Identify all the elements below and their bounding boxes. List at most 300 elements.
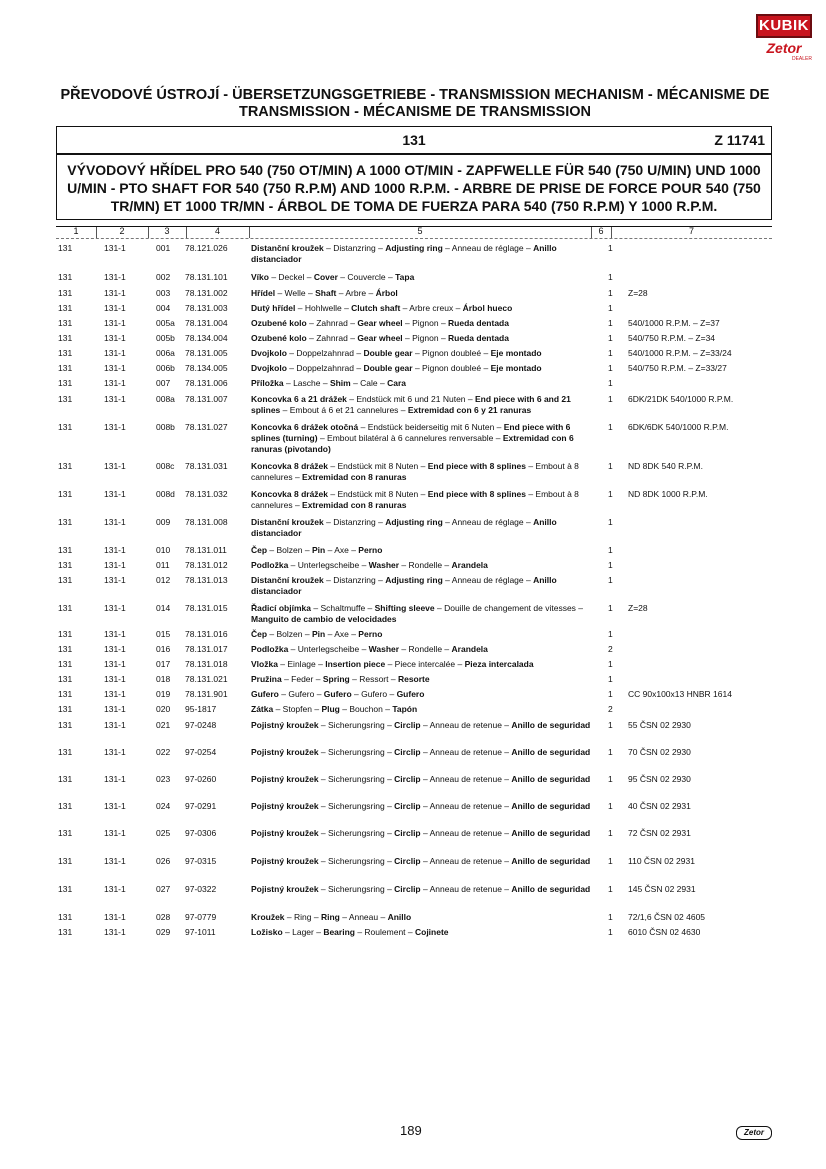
cell-group: 131	[58, 747, 73, 757]
cell-quantity: 1	[608, 689, 613, 699]
cell-figure: 131-1	[104, 272, 126, 282]
cell-part-number: 97-0260	[185, 774, 217, 784]
cell-group: 131	[58, 774, 73, 784]
cell-position: 016	[156, 644, 171, 654]
description-term: Pojistný kroužek	[251, 828, 319, 838]
cell-figure: 131-1	[104, 603, 126, 613]
cell-note: 6DK/6DK 540/1000 R.P.M.	[628, 422, 729, 432]
description-term: Extremidad con 8 ranuras	[302, 472, 407, 482]
cell-figure: 131-1	[104, 318, 126, 328]
cell-part-number: 78.131.031	[185, 461, 228, 471]
cell-description: Čep – Bolzen – Pin – Axe – Perno	[251, 629, 383, 639]
cell-figure: 131-1	[104, 560, 126, 570]
cell-part-number: 78.131.004	[185, 318, 228, 328]
cell-quantity: 1	[608, 603, 613, 613]
cell-part-number: 97-0291	[185, 801, 217, 811]
cell-quantity: 2	[608, 644, 613, 654]
cell-part-number: 78.131.006	[185, 378, 228, 388]
cell-position: 004	[156, 303, 171, 313]
cell-group: 131	[58, 272, 73, 282]
column-header-5: 5	[417, 226, 423, 236]
description-term: Arandela	[451, 644, 488, 654]
description-term: Extremidad con 6 y 21 ranuras	[407, 405, 532, 415]
cell-quantity: 1	[608, 828, 613, 838]
description-term: Circlip	[394, 856, 421, 866]
cell-position: 003	[156, 288, 171, 298]
cell-description: Pojistný kroužek – Sicherungsring – Circlip – Anneau de retenue – Anillo de seguridad	[251, 747, 591, 757]
description-term: Washer	[368, 560, 400, 570]
cell-position: 017	[156, 659, 171, 669]
cell-group: 131	[58, 575, 73, 585]
column-header-7: 7	[688, 226, 694, 236]
cell-figure: 131-1	[104, 912, 126, 922]
cell-note: 6DK/21DK 540/1000 R.P.M.	[628, 394, 734, 404]
description-term: Anillo	[387, 912, 412, 922]
description-term: Adjusting ring	[385, 517, 443, 527]
description-term: Adjusting ring	[385, 575, 443, 585]
cell-figure: 131-1	[104, 927, 126, 937]
description-term: Pojistný kroužek	[251, 747, 319, 757]
cell-position: 006a	[156, 348, 175, 358]
description-term: Anillo de seguridad	[511, 828, 591, 838]
cell-position: 012	[156, 575, 171, 585]
cell-figure: 131-1	[104, 774, 126, 784]
cell-position: 008c	[156, 461, 175, 471]
cell-part-number: 78.131.002	[185, 288, 228, 298]
cell-group: 131	[58, 288, 73, 298]
dealer-label: DEALER	[791, 56, 812, 62]
cell-quantity: 1	[608, 545, 613, 555]
description-term: Perno	[358, 629, 383, 639]
description-term: Cojinete	[414, 927, 449, 937]
description-term: Double gear	[363, 363, 413, 373]
cell-position: 028	[156, 912, 171, 922]
cell-quantity: 1	[608, 318, 613, 328]
description-term: Koncovka 6 a 21 drážek	[251, 394, 347, 404]
description-term: Circlip	[394, 801, 421, 811]
cell-description: Distanční kroužek – Distanzring – Adjusting ring – Anneau de réglage – Anillo distanciador	[251, 517, 557, 538]
cell-note: 95 ČSN 02 2930	[628, 774, 691, 784]
cell-group: 131	[58, 333, 73, 343]
description-term: Árbol	[375, 288, 398, 298]
description-term: Circlip	[394, 828, 421, 838]
description-term: Podložka	[251, 644, 289, 654]
cell-position: 005b	[156, 333, 175, 343]
cell-quantity: 1	[608, 363, 613, 373]
description-term: Washer	[368, 644, 400, 654]
cell-part-number: 97-1011	[185, 927, 216, 937]
column-header-2: 2	[119, 226, 125, 236]
section-number: 131	[402, 132, 426, 148]
cell-position: 014	[156, 603, 171, 613]
cell-quantity: 1	[608, 629, 613, 639]
description-term: Árbol hueco	[462, 303, 513, 313]
description-term: Cover	[313, 272, 338, 282]
cell-group: 131	[58, 884, 73, 894]
description-term: Vložka	[251, 659, 278, 669]
cell-figure: 131-1	[104, 303, 126, 313]
cell-quantity: 1	[608, 394, 613, 404]
description-term: Koncovka 8 drážek	[251, 489, 329, 499]
cell-description: Distanční kroužek – Distanzring – Adjusting ring – Anneau de réglage – Anillo distanciador	[251, 243, 557, 264]
description-term: Kroužek	[251, 912, 285, 922]
cell-quantity: 1	[608, 489, 613, 499]
cell-figure: 131-1	[104, 689, 126, 699]
description-term: Circlip	[394, 720, 421, 730]
description-term: End piece with 6 and 21 splines	[251, 394, 571, 415]
cell-part-number: 97-0779	[185, 912, 217, 922]
cell-position: 026	[156, 856, 171, 866]
description-term: Plug	[321, 704, 340, 714]
description-term: Anillo distanciador	[251, 517, 557, 538]
cell-note: 72 ČSN 02 2931	[628, 828, 691, 838]
cell-position: 021	[156, 720, 171, 730]
description-term: Rueda dentada	[448, 333, 509, 343]
description-term: Pin	[311, 629, 326, 639]
kubik-zetor-logo	[756, 14, 812, 60]
cell-part-number: 78.131.027	[185, 422, 228, 432]
description-term: End piece with 8 splines	[427, 489, 526, 499]
cell-figure: 131-1	[104, 644, 126, 654]
cell-description: Pojistný kroužek – Sicherungsring – Circlip – Anneau de retenue – Anillo de seguridad	[251, 774, 591, 784]
cell-part-number: 78.134.005	[185, 363, 228, 373]
cell-figure: 131-1	[104, 575, 126, 585]
cell-quantity: 1	[608, 348, 613, 358]
cell-quantity: 1	[608, 774, 613, 784]
cell-group: 131	[58, 659, 73, 669]
cell-part-number: 78.121.026	[185, 243, 228, 253]
cell-position: 023	[156, 774, 171, 784]
cell-group: 131	[58, 720, 73, 730]
zetor-footer-logo: Zetor	[736, 1126, 772, 1140]
cell-part-number: 78.131.007	[185, 394, 228, 404]
cell-description: Pojistný kroužek – Sicherungsring – Circlip – Anneau de retenue – Anillo de seguridad	[251, 828, 591, 838]
cell-group: 131	[58, 603, 73, 613]
cell-group: 131	[58, 394, 73, 404]
cell-position: 025	[156, 828, 171, 838]
cell-figure: 131-1	[104, 333, 126, 343]
page-number: 189	[400, 1123, 422, 1138]
cell-note: Z=28	[628, 603, 648, 613]
cell-position: 027	[156, 884, 171, 894]
description-term: Ozubené kolo	[251, 333, 307, 343]
section-header-box	[56, 126, 772, 154]
description-term: Pojistný kroužek	[251, 720, 319, 730]
column-header-1: 1	[73, 226, 79, 236]
cell-quantity: 1	[608, 912, 613, 922]
description-term: Bearing	[323, 927, 355, 937]
cell-group: 131	[58, 303, 73, 313]
cell-part-number: 97-0248	[185, 720, 217, 730]
cell-part-number: 78.131.021	[185, 674, 228, 684]
cell-figure: 131-1	[104, 801, 126, 811]
cell-position: 001	[156, 243, 171, 253]
description-term: Distanční kroužek	[251, 517, 324, 527]
cell-description: Dvojkolo – Doppelzahnrad – Double gear – Pignon doubleé – Eje montado	[251, 363, 542, 373]
description-term: Čep	[251, 629, 268, 639]
description-term: Adjusting ring	[385, 243, 443, 253]
description-term: Double gear	[363, 348, 413, 358]
cell-position: 005a	[156, 318, 175, 328]
cell-description: Kroužek – Ring – Ring – Anneau – Anillo	[251, 912, 412, 922]
section-code: Z 11741	[714, 132, 765, 148]
description-term: Extremidad con 8 ranuras	[302, 500, 407, 510]
description-term: End piece with 6 splines (turning)	[251, 422, 571, 443]
cell-figure: 131-1	[104, 348, 126, 358]
cell-part-number: 78.131.101	[185, 272, 228, 282]
cell-description: Koncovka 8 drážek – Endstück mit 8 Nuten – End piece with 8 splines – Embout à 8 cannelures – Extremidad con 8 ranuras	[251, 489, 579, 510]
cell-figure: 131-1	[104, 629, 126, 639]
cell-part-number: 97-0315	[185, 856, 217, 866]
cell-note: 540/1000 R.P.M. – Z=33/24	[628, 348, 732, 358]
cell-figure: 131-1	[104, 288, 126, 298]
description-term: Gufero	[323, 689, 352, 699]
cell-description: Podložka – Unterlegscheibe – Washer – Rondelle – Arandela	[251, 560, 488, 570]
cell-group: 131	[58, 704, 73, 714]
cell-description: Zátka – Stopfen – Plug – Bouchon – Tapón	[251, 704, 418, 714]
column-header-4: 4	[214, 226, 220, 236]
cell-group: 131	[58, 243, 73, 253]
cell-note: 540/750 R.P.M. – Z=33/27	[628, 363, 727, 373]
description-term: Distanční kroužek	[251, 575, 324, 585]
cell-part-number: 78.131.003	[185, 303, 228, 313]
description-term: Shim	[329, 378, 351, 388]
cell-position: 010	[156, 545, 171, 555]
cell-part-number: 78.131.012	[185, 560, 228, 570]
description-term: Víko	[251, 272, 269, 282]
description-term: Podložka	[251, 560, 289, 570]
cell-description: Pojistný kroužek – Sicherungsring – Circlip – Anneau de retenue – Anillo de seguridad	[251, 801, 591, 811]
cell-note: 110 ČSN 02 2931	[628, 856, 695, 866]
cell-note: 40 ČSN 02 2931	[628, 801, 691, 811]
description-term: Pojistný kroužek	[251, 856, 319, 866]
description-term: Pin	[311, 545, 326, 555]
cell-group: 131	[58, 644, 73, 654]
description-term: Eje montado	[490, 363, 542, 373]
description-term: Gear wheel	[357, 333, 403, 343]
cell-part-number: 78.131.011	[185, 545, 227, 555]
column-divider	[96, 227, 97, 238]
cell-figure: 131-1	[104, 363, 126, 373]
cell-description: Dvojkolo – Doppelzahnrad – Double gear – Pignon doubleé – Eje montado	[251, 348, 542, 358]
cell-figure: 131-1	[104, 394, 126, 404]
cell-position: 015	[156, 629, 171, 639]
description-term: Ložisko	[251, 927, 283, 937]
description-term: Resorte	[397, 674, 430, 684]
cell-note: 540/750 R.P.M. – Z=34	[628, 333, 716, 343]
description-term: Dutý hřídel	[251, 303, 296, 313]
cell-position: 008b	[156, 422, 175, 432]
cell-description: Hřídel – Welle – Shaft – Arbre – Árbol	[251, 288, 398, 298]
cell-figure: 131-1	[104, 884, 126, 894]
cell-description: Pojistný kroužek – Sicherungsring – Circlip – Anneau de retenue – Anillo de seguridad	[251, 856, 591, 866]
description-term: Příložka	[251, 378, 284, 388]
cell-group: 131	[58, 912, 73, 922]
description-term: Anillo de seguridad	[511, 720, 591, 730]
description-term: Hřídel	[251, 288, 276, 298]
description-term: Zátka	[251, 704, 274, 714]
cell-figure: 131-1	[104, 517, 126, 527]
description-term: Rueda dentada	[448, 318, 509, 328]
description-term: Ring	[320, 912, 340, 922]
cell-position: 011	[156, 560, 170, 570]
cell-group: 131	[58, 318, 73, 328]
cell-quantity: 1	[608, 461, 613, 471]
cell-position: 018	[156, 674, 171, 684]
cell-position: 019	[156, 689, 171, 699]
cell-figure: 131-1	[104, 856, 126, 866]
description-term: Gufero	[396, 689, 425, 699]
cell-position: 024	[156, 801, 171, 811]
cell-note: 55 ČSN 02 2930	[628, 720, 691, 730]
cell-figure: 131-1	[104, 747, 126, 757]
cell-part-number: 78.131.901	[185, 689, 228, 699]
description-term: Arandela	[451, 560, 488, 570]
cell-quantity: 1	[608, 927, 613, 937]
cell-description: Distanční kroužek – Distanzring – Adjusting ring – Anneau de réglage – Anillo distanciador	[251, 575, 557, 596]
zetor-wordmark: Zetor	[766, 40, 802, 56]
cell-description: Příložka – Lasche – Shim – Cale – Cara	[251, 378, 407, 388]
cell-part-number: 78.131.015	[185, 603, 228, 613]
cell-note: ND 8DK 1000 R.P.M.	[628, 489, 708, 499]
cell-quantity: 1	[608, 720, 613, 730]
description-term: Pieza intercalada	[464, 659, 534, 669]
cell-description: Koncovka 8 drážek – Endstück mit 8 Nuten – End piece with 8 splines – Embout à 8 cannelures – Extremidad con 8 ranuras	[251, 461, 579, 482]
cell-part-number: 97-0254	[185, 747, 217, 757]
description-term: Čep	[251, 545, 268, 555]
cell-description: Ozubené kolo – Zahnrad – Gear wheel – Pignon – Rueda dentada	[251, 318, 509, 328]
description-term: Anillo de seguridad	[511, 884, 591, 894]
cell-quantity: 1	[608, 856, 613, 866]
description-term: Koncovka 8 drážek	[251, 461, 329, 471]
description-term: Circlip	[394, 747, 421, 757]
cell-group: 131	[58, 363, 73, 373]
description-term: Anillo de seguridad	[511, 801, 591, 811]
cell-part-number: 78.131.032	[185, 489, 228, 499]
cell-part-number: 97-0306	[185, 828, 217, 838]
cell-note: ND 8DK 540 R.P.M.	[628, 461, 703, 471]
description-term: Koncovka 6 drážek otočná	[251, 422, 359, 432]
column-header-6: 6	[598, 226, 604, 236]
description-term: End piece with 8 splines	[427, 461, 526, 471]
description-term: Circlip	[394, 774, 421, 784]
page-title: PŘEVODOVÉ ÚSTROJÍ - ÜBERSETZUNGSGETRIEBE - TRANSMISSION MECHANISM - MÉCANISME DE TRANSMISSION - MÉCANISME DE TRANSMISSION	[60, 87, 770, 120]
description-term: Tapa	[395, 272, 415, 282]
cell-quantity: 1	[608, 272, 613, 282]
cell-description: Dutý hřídel – Hohlwelle – Clutch shaft – Arbre creux – Árbol hueco	[251, 303, 513, 313]
cell-quantity: 1	[608, 243, 613, 253]
cell-description: Gufero – Gufero – Gufero – Gufero – Gufero	[251, 689, 425, 699]
description-term: Shaft	[315, 288, 337, 298]
cell-quantity: 1	[608, 303, 613, 313]
description-term: Gear wheel	[357, 318, 403, 328]
cell-group: 131	[58, 629, 73, 639]
column-divider	[591, 227, 592, 238]
cell-part-number: 78.131.008	[185, 517, 228, 527]
description-term: Anillo de seguridad	[511, 856, 591, 866]
cell-group: 131	[58, 461, 73, 471]
cell-note: 540/1000 R.P.M. – Z=37	[628, 318, 720, 328]
description-term: Pojistný kroužek	[251, 774, 319, 784]
cell-quantity: 1	[608, 747, 613, 757]
cell-group: 131	[58, 517, 73, 527]
description-term: Insertion piece	[325, 659, 386, 669]
cell-figure: 131-1	[104, 545, 126, 555]
cell-group: 131	[58, 545, 73, 555]
description-term: Perno	[358, 545, 383, 555]
description-term: Řadicí objímka	[251, 603, 311, 613]
column-divider	[249, 227, 250, 238]
kubik-wordmark: KUBIK	[756, 14, 812, 38]
cell-part-number: 97-0322	[185, 884, 217, 894]
cell-description: Řadicí objímka – Schaltmuffe – Shifting sleeve – Douille de changement de vitesses – Manguito de cambio de velocidades	[251, 603, 584, 624]
description-term: Pojistný kroužek	[251, 801, 319, 811]
description-term: Cara	[387, 378, 407, 388]
description-term: Tapón	[392, 704, 418, 714]
cell-part-number: 95-1817	[185, 704, 217, 714]
cell-group: 131	[58, 828, 73, 838]
cell-quantity: 1	[608, 674, 613, 684]
cell-description: Podložka – Unterlegscheibe – Washer – Rondelle – Arandela	[251, 644, 488, 654]
cell-position: 022	[156, 747, 171, 757]
cell-description: Pojistný kroužek – Sicherungsring – Circlip – Anneau de retenue – Anillo de seguridad	[251, 884, 591, 894]
cell-group: 131	[58, 348, 73, 358]
column-divider	[611, 227, 612, 238]
cell-figure: 131-1	[104, 659, 126, 669]
cell-figure: 131-1	[104, 243, 126, 253]
cell-part-number: 78.131.018	[185, 659, 228, 669]
cell-note: 145 ČSN 02 2931	[628, 884, 696, 894]
cell-quantity: 1	[608, 659, 613, 669]
cell-description: Ozubené kolo – Zahnrad – Gear wheel – Pignon – Rueda dentada	[251, 333, 509, 343]
cell-position: 008a	[156, 394, 175, 404]
section-description: VÝVODOVÝ HŘÍDEL PRO 540 (750 OT/MIN) A 1000 OT/MIN - ZAPFWELLE FÜR 540 (750 U/MIN) UND 1000 U/MIN - PTO SHAFT FOR 540 (750 R.P.M) AND 1000 R.P.M. - ARBRE DE PRISE DE FORCE POUR 540 (750 TR/MN) ET 1000 TR/MN - ÁRBOL DE TOMA DE FUERZA PARA 540 (750 R.P.M) Y 1000 R.P.M.	[67, 162, 761, 214]
cell-note: 70 ČSN 02 2930	[628, 747, 691, 757]
cell-group: 131	[58, 689, 73, 699]
description-term: Dvojkolo	[251, 348, 287, 358]
cell-quantity: 1	[608, 333, 613, 343]
cell-part-number: 78.131.016	[185, 629, 228, 639]
cell-group: 131	[58, 422, 73, 432]
cell-description: Koncovka 6 a 21 drážek – Endstück mit 6 und 21 Nuten – End piece with 6 and 21 splines – Embout á 6 et 21 cannelures – Extremidad con 6 y 21 ranuras	[251, 394, 571, 415]
description-term: Circlip	[394, 884, 421, 894]
description-term: Pojistný kroužek	[251, 884, 319, 894]
cell-description: Pojistný kroužek – Sicherungsring – Circlip – Anneau de retenue – Anillo de seguridad	[251, 720, 591, 730]
description-term: Manguito de cambio de velocidades	[251, 614, 397, 624]
cell-part-number: 78.131.017	[185, 644, 228, 654]
description-term: Pružina	[251, 674, 282, 684]
column-divider	[186, 227, 187, 238]
cell-group: 131	[58, 856, 73, 866]
cell-group: 131	[58, 560, 73, 570]
cell-description: Čep – Bolzen – Pin – Axe – Perno	[251, 545, 383, 555]
cell-position: 006b	[156, 363, 175, 373]
cell-position: 020	[156, 704, 171, 714]
description-term: Anillo de seguridad	[511, 774, 591, 784]
cell-quantity: 1	[608, 288, 613, 298]
cell-quantity: 1	[608, 422, 613, 432]
cell-group: 131	[58, 674, 73, 684]
cell-description: Víko – Deckel – Cover – Couvercle – Tapa	[251, 272, 415, 282]
cell-group: 131	[58, 489, 73, 499]
cell-position: 007	[156, 378, 171, 388]
cell-group: 131	[58, 927, 73, 937]
cell-description: Ložisko – Lager – Bearing – Roulement – Cojinete	[251, 927, 449, 937]
cell-group: 131	[58, 801, 73, 811]
section-description-box	[56, 154, 772, 220]
description-term: Extremidad con 6 ranuras (pivotando)	[251, 433, 574, 454]
cell-group: 131	[58, 378, 73, 388]
